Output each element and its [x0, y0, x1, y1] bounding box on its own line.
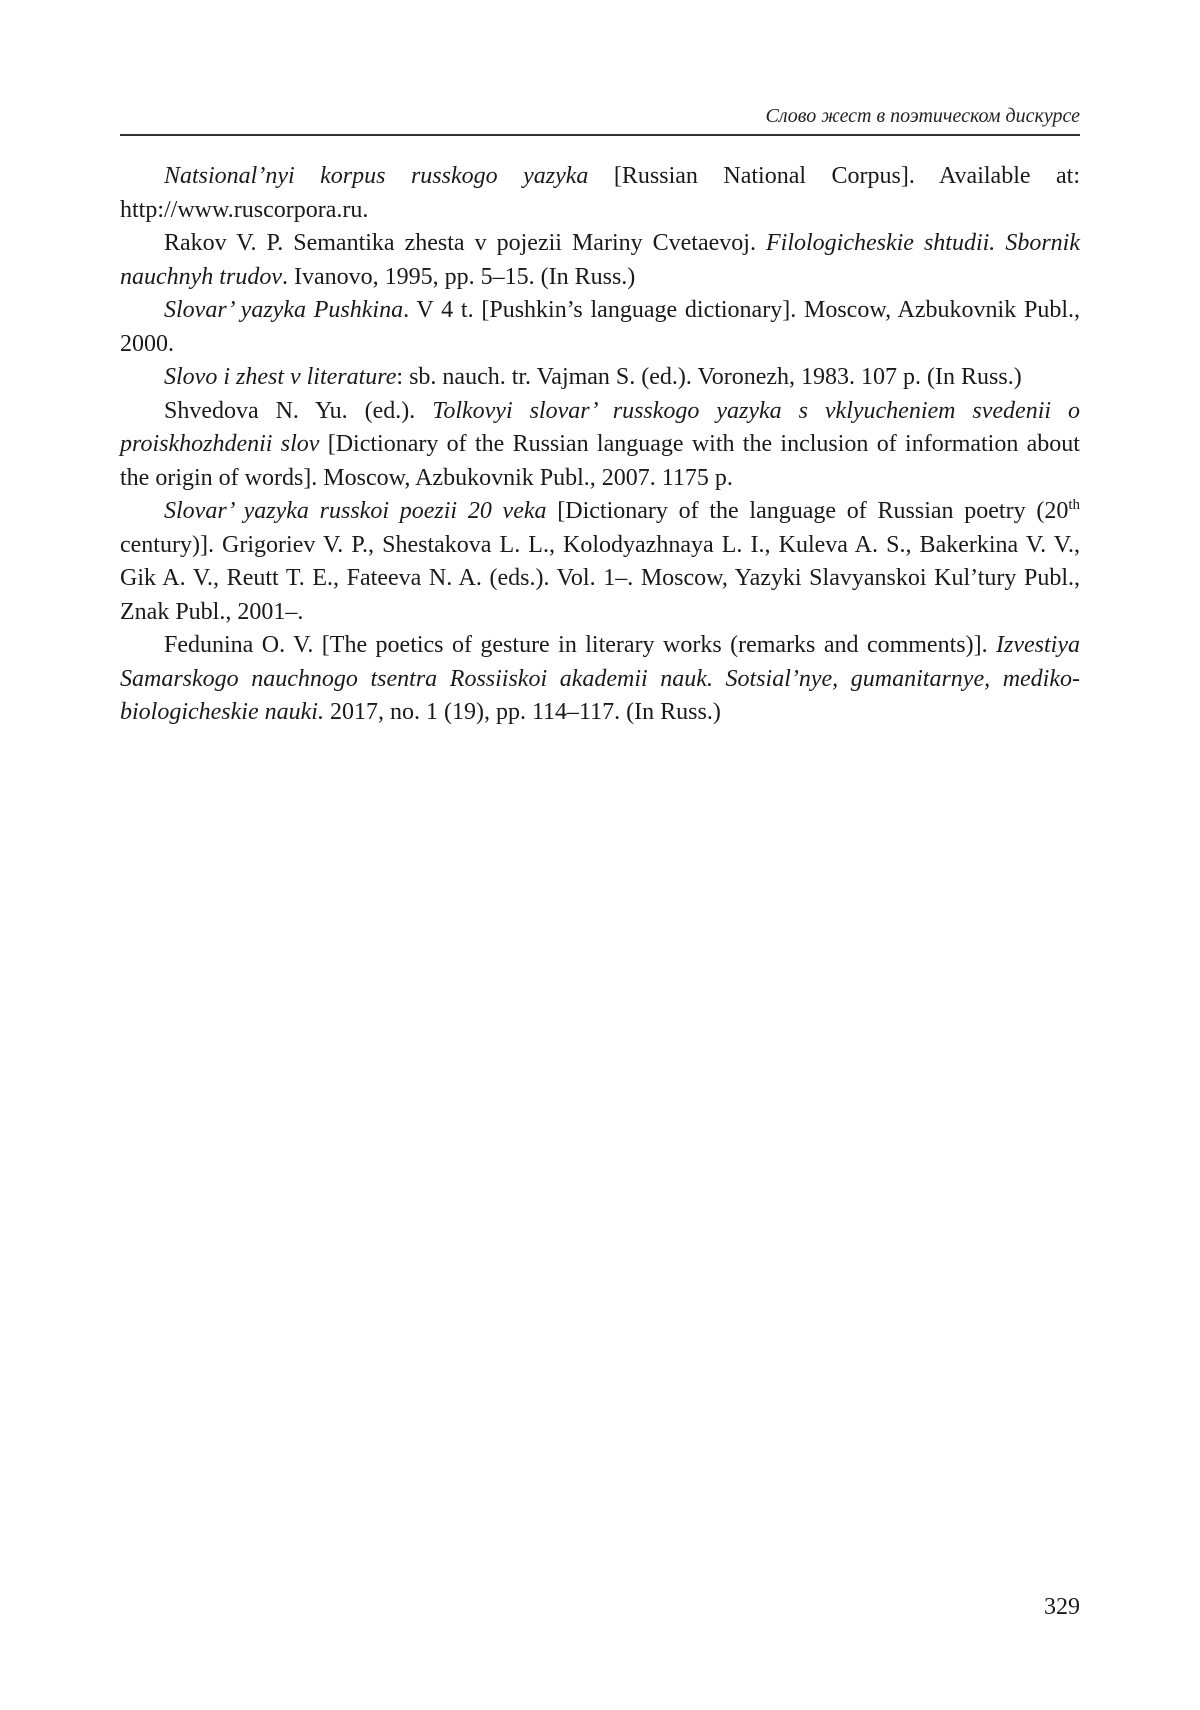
reference-title: Slovo i zhest v literature: [164, 364, 397, 390]
reference-title: Natsional’nyi korpus russkogo yazyka: [164, 163, 589, 189]
reference-title: Slovar’ yazyka Pushkina: [164, 297, 404, 323]
running-header: Слово жест в поэтическом дискурсе: [765, 105, 1080, 127]
reference-text: . V 4 t. [Pushkin’s language dictionary]. Moscow, Azbukovnik Publ., 2000.: [120, 297, 1081, 357]
reference-title: Filologicheskie shtudii. Sbornik nauchnyh trudov: [120, 230, 1081, 290]
reference-text: century)]. Grigoriev V. P., Shestakova L. L., Kolodyazhnaya L. I., Kuleva A. S., Bakerkina V. V., Gik A. V., Reutt T. E., Fateeva N. A. (eds.). Vol. 1–. Moscow, Yazyki Slavyanskoi Kul’tury Publ., Znak Publ., 2001–.: [120, 531, 1080, 625]
reference-title: Slovar’ yazyka russkoi poezii 20 veka: [164, 498, 547, 524]
reference-title: Tolkovyi slovar’ russkogo yazyka s vklyucheniem svedenii o proiskhozhdenii slov: [120, 397, 1080, 457]
reference-text: : sb. nauch. tr. Vajman S. (ed.). Voronezh, 1983. 107 p. (In Russ.): [396, 364, 1022, 390]
header-rule: [120, 134, 1080, 136]
reference-text: 2017, no. 1 (19), pp. 114–117. (In Russ.): [323, 699, 721, 725]
superscript-ordinal: th: [1068, 497, 1080, 513]
reference-entry: [120, 294, 1080, 361]
reference-text: Rakov V. P. Semantika zhesta v pojezii Mariny Cvetaevoj.: [164, 230, 766, 256]
reference-entry: [120, 361, 1080, 395]
reference-entry: [120, 495, 1080, 629]
reference-text: [Dictionary of the language of Russian poetry (20: [546, 498, 1069, 524]
reference-text: Fedunina O. V. [The poetics of gesture in literary works (remarks and comments)].: [164, 632, 997, 658]
reference-list: [120, 160, 1080, 730]
reference-entry: [120, 395, 1080, 496]
reference-entry: [120, 160, 1080, 227]
reference-entry: [120, 227, 1080, 294]
reference-text: [Russian National Corpus]. Available at: http://www.ruscorpora.ru.: [120, 163, 1080, 223]
reference-entry: [120, 629, 1080, 730]
reference-text: Shvedova N. Yu. (ed.).: [164, 397, 433, 424]
reference-text: . Ivanovo, 1995, pp. 5–15. (In Russ.): [281, 263, 636, 290]
reference-title: Izvestiya Samarskogo nauchnogo tsentra Rossiiskoi akademii nauk. Sotsial’nye, gumanitarnye, mediko-biologicheskie nauki.: [120, 632, 1080, 725]
page-number: 329: [1044, 1594, 1080, 1620]
reference-text: [Dictionary of the Russian language with the inclusion of information about the origin of words]. Moscow, Azbukovnik Publ., 2007. 1175 p.: [120, 431, 1080, 491]
